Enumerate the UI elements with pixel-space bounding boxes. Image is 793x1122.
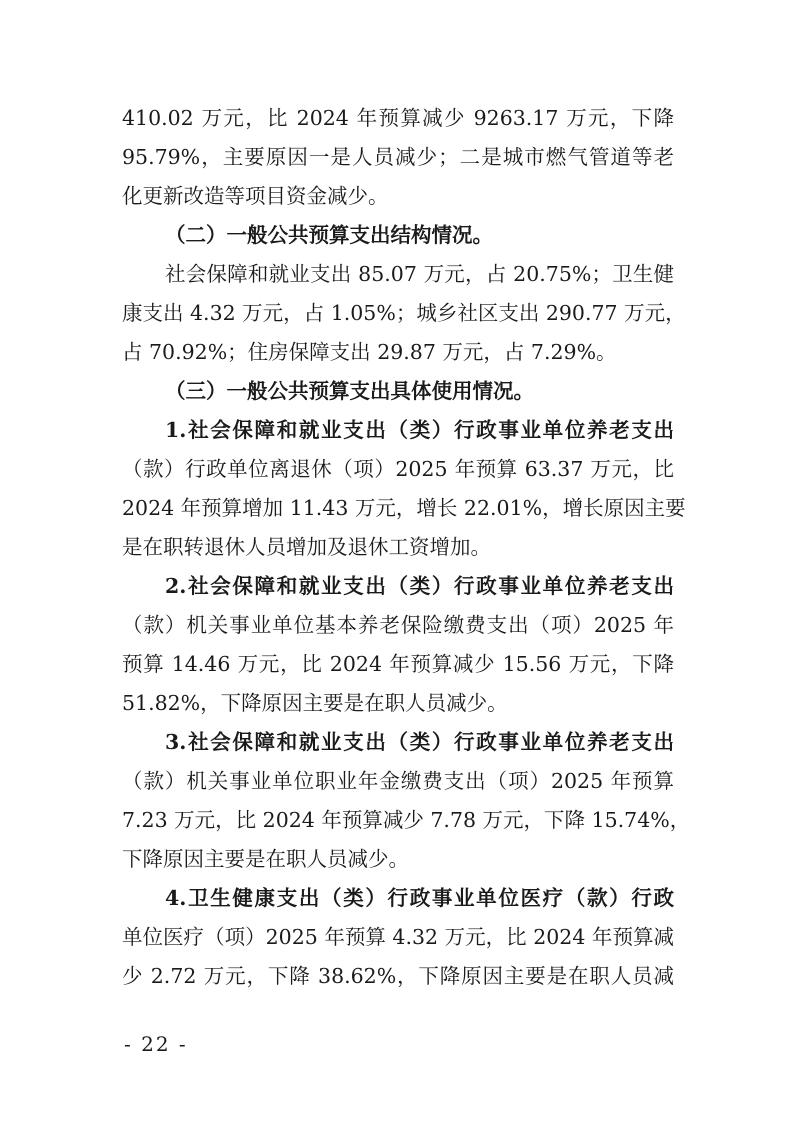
body-text-line: 单位医疗（项）2025 年预算 4.32 万元，比 2024 年预算减 [122, 925, 674, 949]
item-heading-line: 3.社会保障和就业支出（类）行政事业单位养老支出 [165, 730, 674, 754]
body-text-line: 是在职转退休人员增加及退休工资增加。 [122, 535, 491, 559]
section-heading: （二）一般公共预算支出结构情况。 [165, 223, 493, 247]
body-text-line: 2024 年预算增加 11.43 万元，增长 22.01%，增长原因主要 [122, 496, 686, 520]
body-text-line: （款）机关事业单位职业年金缴费支出（项）2025 年预算 [122, 769, 674, 793]
section-heading: （三）一般公共预算支出具体使用情况。 [165, 379, 534, 403]
body-text-line: 95.79%，主要原因一是人员减少；二是城市燃气管道等老 [122, 145, 674, 169]
body-text-line: （款）机关事业单位基本养老保险缴费支出（项）2025 年 [122, 613, 674, 637]
body-text-line: 少 2.72 万元，下降 38.62%，下降原因主要是在职人员减 [122, 964, 674, 988]
body-text-line: （款）行政单位离退休（项）2025 年预算 63.37 万元，比 [122, 457, 674, 481]
item-heading-line: 1.社会保障和就业支出（类）行政事业单位养老支出 [165, 418, 674, 442]
body-text-line: 410.02 万元，比 2024 年预算减少 9263.17 万元，下降 [122, 106, 674, 130]
body-text-line: 社会保障和就业支出 85.07 万元，占 20.75%；卫生健 [165, 262, 674, 286]
body-text-line: 预算 14.46 万元，比 2024 年预算减少 15.56 万元，下降 [122, 652, 674, 676]
body-text-line: 康支出 4.32 万元，占 1.05%；城乡社区支出 290.77 万元， [122, 301, 686, 325]
body-text-line: 7.23 万元，比 2024 年预算减少 7.78 万元，下降 15.74%， [122, 808, 691, 832]
page-number: - 22 - [124, 1032, 188, 1056]
body-text-line: 51.82%，下降原因主要是在职人员减少。 [122, 691, 508, 715]
body-text-line: 占 70.92%；住房保障支出 29.87 万元，占 7.29%。 [122, 340, 617, 364]
body-text-line: 化更新改造等项目资金减少。 [122, 184, 389, 208]
item-heading-line: 4.卫生健康支出（类）行政事业单位医疗（款）行政 [165, 886, 674, 910]
item-heading-line: 2.社会保障和就业支出（类）行政事业单位养老支出 [165, 574, 674, 598]
body-text-line: 下降原因主要是在职人员减少。 [122, 847, 409, 871]
